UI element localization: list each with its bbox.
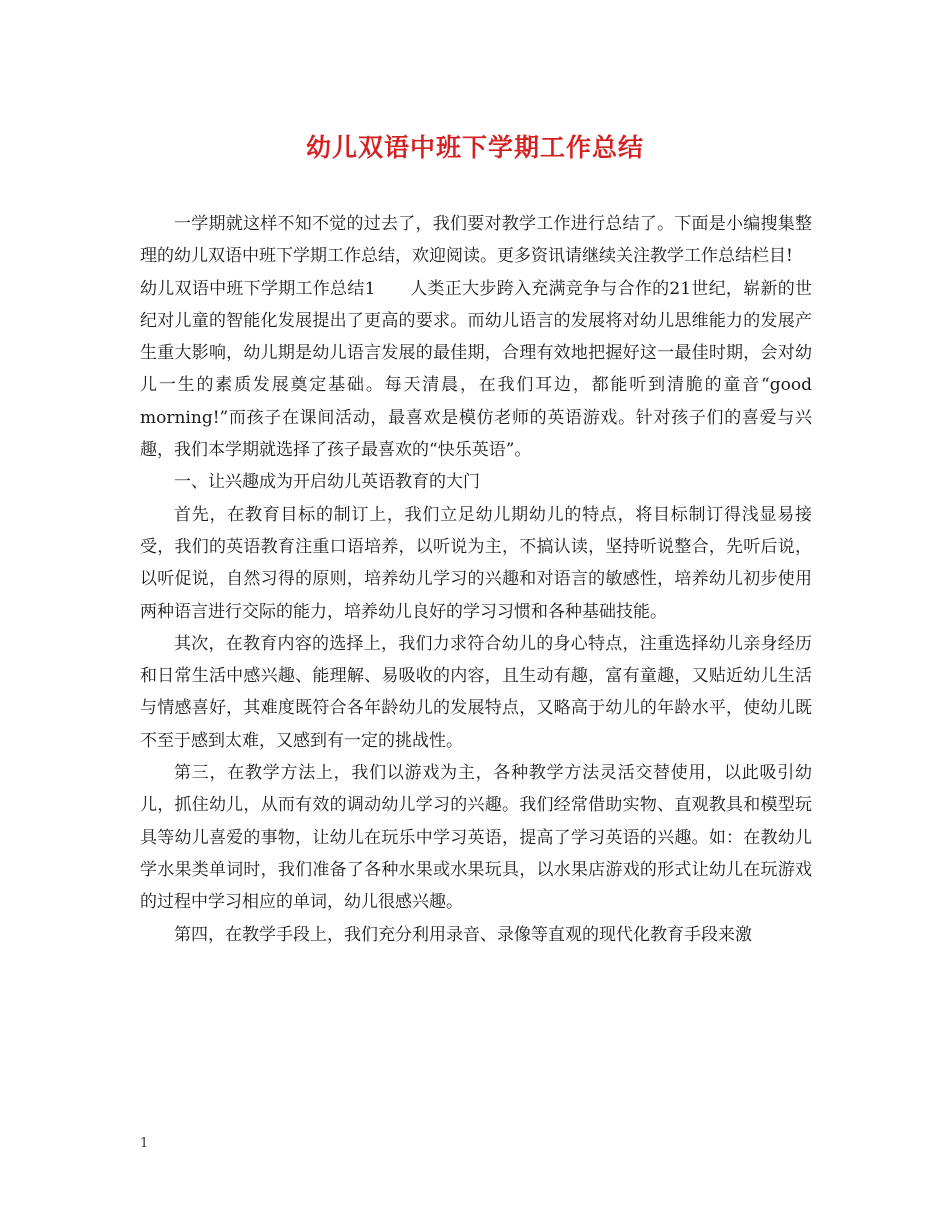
page-number: 1 bbox=[140, 1136, 149, 1151]
paragraph-section-1: 幼儿双语中班下学期工作总结1 人类正大步跨入充满竞争与合作的21世纪，崭新的世纪对儿童的智能化发展提出了更高的要求。而幼儿语言的发展将对幼儿思维能力的发展产生重大影响，幼儿期是幼儿语言发展的最佳期，合理有效地把握好这一最佳时期，会对幼儿一生的素质发展奠定基础。每天清晨，在我们耳边，都能听到清脆的童音“good morning!”而孩子在课间活动，最喜欢是模仿老师的英语游戏。针对孩子们的喜爱与兴趣，我们本学期就选择了孩子最喜欢的“快乐英语”。 bbox=[140, 278, 812, 461]
paragraph-intro: 一学期就这样不知不觉的过去了，我们要对教学工作进行总结了。下面是小编搜集整理的幼儿双语中班下学期工作总结，欢迎阅读。更多资讯请继续关注教学工作总结栏目! bbox=[140, 214, 812, 267]
paragraph-methods: 第三，在教学方法上，我们以游戏为主，各种教学方法灵活交替使用，以此吸引幼儿，抓住幼儿，从而有效的调动幼儿学习的兴趣。我们经常借助实物、直观教具和模型玩具等幼儿喜爱的事物，让幼儿在玩乐中学习英语，提高了学习英语的兴趣。如：在教幼儿学水果类单词时，我们准备了各种水果或水果玩具，以水果店游戏的形式让幼儿在玩游戏的过程中学习相应的单词，幼儿很感兴趣。 bbox=[140, 763, 812, 913]
section-heading-interest: 一、让兴趣成为开启幼儿英语教育的大门 bbox=[174, 472, 480, 493]
paragraph-content: 其次，在教育内容的选择上，我们力求符合幼儿的身心特点，注重选择幼儿亲身经历和日常生活中感兴趣、能理解、易吸收的内容，且生动有趣，富有童趣，又贴近幼儿生活与情感喜好，其难度既符合各年龄幼儿的发展特点，又略高于幼儿的年龄水平，使幼儿既不至于感到太难，又感到有一定的挑战性。 bbox=[140, 633, 812, 751]
paragraph-goals: 首先，在教育目标的制订上，我们立足幼儿期幼儿的特点，将目标制订得浅显易接受，我们的英语教育注重口语培养，以听说为主，不搞认读，坚持听说整合，先听后说，以听促说，自然习得的原则，培养幼儿学习的兴趣和对语言的敏感性，培养幼儿初步使用两种语言进行交际的能力，培养幼儿良好的学习习惯和各种基础技能。 bbox=[140, 504, 812, 622]
document-body bbox=[140, 208, 812, 951]
paragraph-means: 第四，在教学手段上，我们充分利用录音、录像等直观的现代化教育手段来激 bbox=[174, 924, 752, 945]
document-title: 幼儿双语中班下学期工作总结 bbox=[305, 133, 644, 162]
